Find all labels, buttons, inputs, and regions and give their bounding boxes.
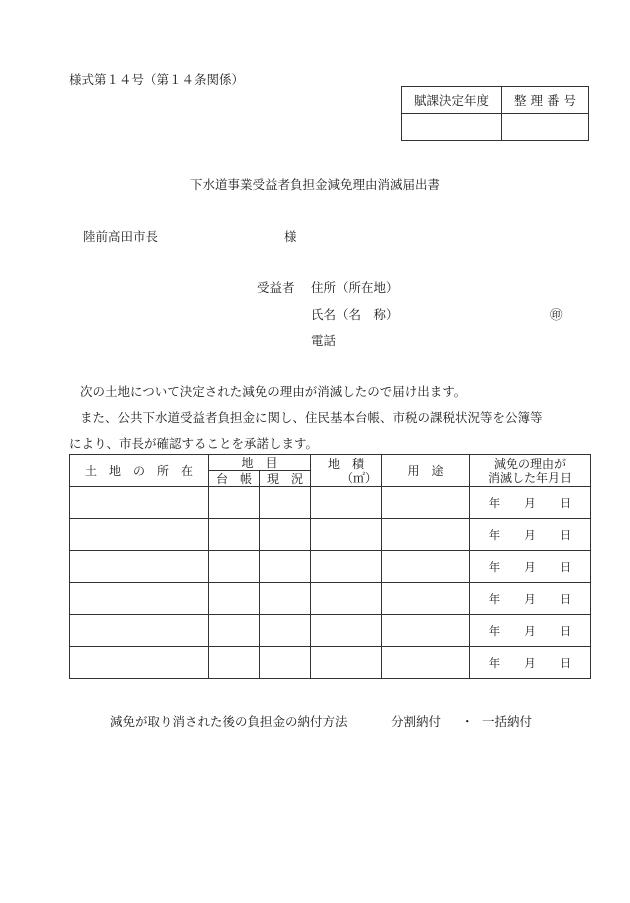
area-cell[interactable]	[311, 647, 382, 679]
month-mark: 月	[524, 623, 536, 638]
actual-cell[interactable]	[260, 647, 311, 679]
table-row	[70, 647, 591, 679]
body-line-2: また、公共下水道受益者負担金に関し、住民基本台帳、市税の課税状況等を公簿等	[80, 410, 543, 425]
use-cell[interactable]	[382, 519, 470, 551]
use-cell[interactable]	[382, 647, 470, 679]
actual-cell[interactable]	[260, 487, 311, 519]
day-mark: 日	[559, 591, 572, 606]
name-label: 氏名（名 称）	[311, 307, 399, 322]
reference-number-field[interactable]	[502, 114, 589, 141]
payment-method-line	[110, 712, 533, 730]
use-cell[interactable]	[382, 551, 470, 583]
use-cell[interactable]	[382, 615, 470, 647]
land-category-header: 地 目	[209, 455, 311, 471]
area-header	[311, 455, 382, 487]
address-label: 住所（所在地）	[311, 280, 399, 295]
register-cell[interactable]	[209, 519, 260, 551]
date-cell[interactable]	[470, 647, 591, 679]
date-cell[interactable]	[470, 519, 591, 551]
actual-cell[interactable]	[260, 583, 311, 615]
day-mark: 日	[559, 527, 572, 542]
month-mark: 月	[524, 655, 536, 670]
area-unit: （㎡）	[341, 470, 378, 485]
location-header: 土 地 の 所 在	[70, 455, 209, 487]
honorific: 様	[284, 229, 297, 244]
year-mark: 年	[488, 591, 501, 606]
option-separator: ・	[461, 714, 474, 729]
date-cell[interactable]	[470, 487, 591, 519]
land-table	[69, 454, 591, 679]
month-mark: 月	[524, 591, 536, 606]
month-mark: 月	[524, 559, 536, 574]
reason-date-line-2: 消滅した年月日	[488, 470, 573, 485]
applicant-label: 受益者	[257, 280, 295, 295]
year-mark: 年	[488, 527, 501, 542]
location-cell[interactable]	[70, 551, 209, 583]
use-cell[interactable]	[382, 487, 470, 519]
actual-header: 現 況	[260, 471, 311, 487]
table-row	[70, 615, 591, 647]
register-cell[interactable]	[209, 615, 260, 647]
day-mark: 日	[559, 623, 572, 638]
location-cell[interactable]	[70, 583, 209, 615]
location-cell[interactable]	[70, 519, 209, 551]
assessment-year-header: 賦課決定年度	[402, 87, 502, 114]
area-cell[interactable]	[311, 551, 382, 583]
location-cell[interactable]	[70, 615, 209, 647]
actual-cell[interactable]	[260, 551, 311, 583]
phone-label: 電話	[311, 333, 337, 348]
document-title: 下水道事業受益者負担金減免理由消滅届出書	[189, 177, 440, 192]
register-header: 台 帳	[209, 471, 260, 487]
area-header-label: 地 積	[328, 456, 365, 471]
actual-cell[interactable]	[260, 615, 311, 647]
date-cell[interactable]	[470, 583, 591, 615]
area-cell[interactable]	[311, 615, 382, 647]
day-mark: 日	[559, 655, 572, 670]
form-number: 様式第１４号（第１４条関係）	[69, 72, 245, 87]
use-header: 用 途	[382, 455, 470, 487]
year-mark: 年	[488, 655, 501, 670]
body-line-1: 次の土地について決定された減免の理由が消滅したので届け出ます。	[80, 384, 467, 399]
actual-cell[interactable]	[260, 519, 311, 551]
month-mark: 月	[524, 495, 536, 510]
seal-mark: ㊞	[550, 307, 563, 322]
payment-method-label: 減免が取り消された後の負担金の納付方法	[110, 714, 348, 729]
reference-number-header: 整 理 番 号	[502, 87, 589, 114]
register-cell[interactable]	[209, 487, 260, 519]
year-mark: 年	[488, 495, 501, 510]
installment-option[interactable]: 分割納付	[391, 714, 442, 729]
table-row	[70, 583, 591, 615]
location-cell[interactable]	[70, 647, 209, 679]
year-mark: 年	[488, 623, 501, 638]
area-cell[interactable]	[311, 583, 382, 615]
date-cell[interactable]	[470, 615, 591, 647]
month-mark: 月	[524, 527, 536, 542]
reason-date-line-1: 減免の理由が	[494, 456, 567, 471]
location-cell[interactable]	[70, 487, 209, 519]
date-cell[interactable]	[470, 551, 591, 583]
body-line-3: により、市長が確認することを承諾します。	[69, 436, 319, 451]
year-mark: 年	[488, 559, 501, 574]
lump-sum-option[interactable]: 一括納付	[482, 714, 533, 729]
addressee: 陸前高田市長	[83, 229, 159, 244]
table-row	[70, 519, 591, 551]
register-cell[interactable]	[209, 647, 260, 679]
table-row	[70, 487, 591, 519]
use-cell[interactable]	[382, 583, 470, 615]
reason-date-header	[470, 455, 591, 487]
day-mark: 日	[559, 559, 572, 574]
assessment-year-field[interactable]	[402, 114, 502, 141]
register-cell[interactable]	[209, 583, 260, 615]
area-cell[interactable]	[311, 519, 382, 551]
day-mark: 日	[559, 495, 572, 510]
table-row	[70, 551, 591, 583]
register-cell[interactable]	[209, 551, 260, 583]
area-cell[interactable]	[311, 487, 382, 519]
office-use-box	[401, 86, 589, 141]
